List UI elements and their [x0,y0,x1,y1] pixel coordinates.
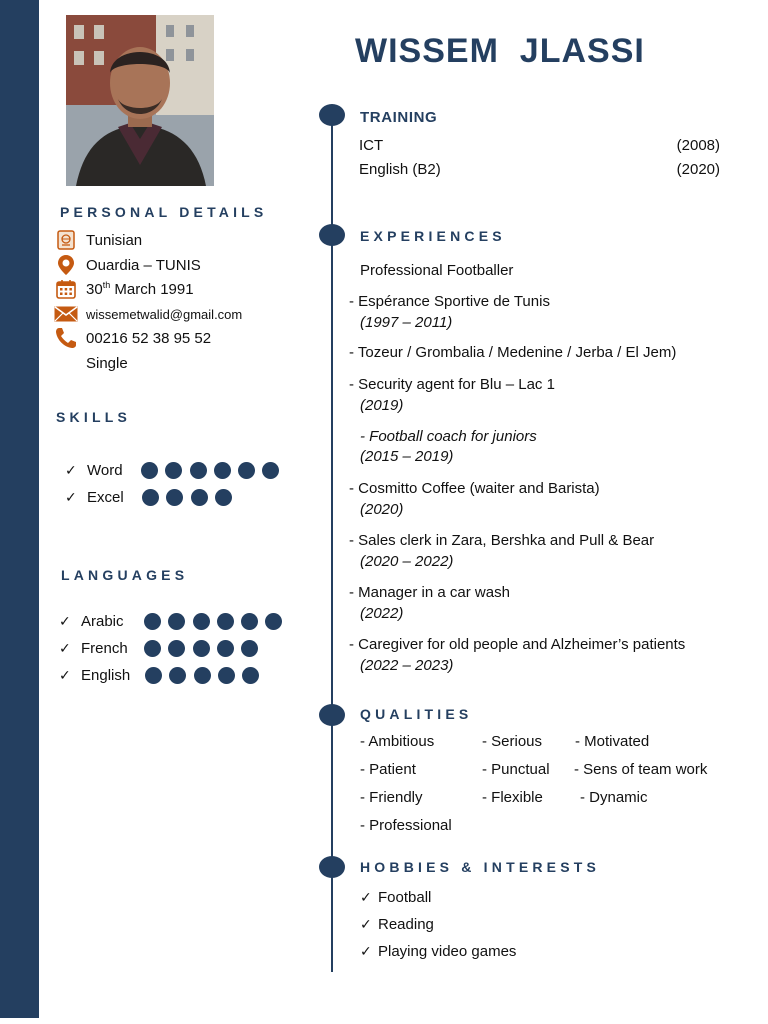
rating-dot [265,613,282,630]
rating-dot [242,667,259,684]
phone-row [54,327,211,349]
rating-dot [165,462,182,479]
experience-period: (2022 – 2023) [360,657,454,674]
rating-dot [241,613,258,630]
timeline-dot [319,704,345,726]
skill-label: Excel [87,488,124,506]
timeline-dot [319,856,345,878]
quality-item: - Friendly [360,789,423,806]
language-rating-dots [144,640,265,657]
training-title: TRAINING [360,109,438,126]
quality-item: - Patient [360,761,416,778]
rating-dot [218,667,235,684]
language-row-arabic [59,611,290,631]
experience-role: - Caregiver for old people and Alzheimer’s patients [349,636,686,653]
rating-dot [193,640,210,657]
rating-dot [190,462,207,479]
language-label: French [81,639,128,657]
email-text: wissemetwalid@gmail.com [86,306,243,322]
hobbies-title: HOBBIES & INTERESTS [360,859,601,875]
training-item-label: ICT [359,137,384,154]
training-item-year: (2020) [676,161,720,178]
language-row-french [59,638,265,658]
check-icon: ✓ [59,666,71,683]
rating-dot [144,640,161,657]
check-icon: ✓ [59,612,71,629]
marital-status-text: Single [86,354,128,372]
rating-dot [193,613,210,630]
side-band [0,0,39,1018]
timeline-dot [319,104,345,126]
check-icon: ✓ [65,461,77,478]
rating-dot [166,489,183,506]
skill-row-excel [65,487,239,507]
experience-role: - Tozeur / Grombalia / Medenine / Jerba / El Jem) [349,344,677,361]
location-pin-icon [54,254,78,276]
birthdate-text: 30th March 1991 [86,280,194,298]
quality-item: - Motivated [575,733,650,750]
rating-dot [144,613,161,630]
quality-item: - Punctual [482,761,550,778]
skills-title: SKILLS [56,409,131,425]
experience-role: - Cosmitto Coffee (waiter and Barista) [349,480,600,497]
language-rating-dots [145,667,266,684]
quality-item: - Professional [360,817,452,834]
quality-item: - Flexible [482,789,543,806]
rating-dot [262,462,279,479]
training-item-year: (2008) [676,137,720,154]
experience-role: - Security agent for Blu – Lac 1 [349,376,555,393]
languages-title: LANGUAGES [61,567,189,583]
rating-dot [142,489,159,506]
experience-role: - Manager in a car wash [349,584,510,601]
nationality-text: Tunisian [86,231,143,249]
check-icon: ✓ [360,916,372,932]
rating-dot [217,640,234,657]
quality-item: - Sens of team work [574,761,708,778]
hobby-item: ✓ Reading [360,916,434,933]
language-label: Arabic [81,612,124,630]
envelope-icon [54,303,78,325]
training-item-label: English (B2) [359,161,441,178]
language-label: English [81,666,131,684]
rating-dot [168,640,185,657]
rating-dot [191,489,208,506]
phone-icon [54,327,78,349]
calendar-icon [54,278,78,300]
rating-dot [215,489,232,506]
skill-row-word [65,460,287,480]
experience-period: (2019) [360,397,404,414]
experience-period: (2015 – 2019) [360,448,454,465]
marital-status-row [54,352,128,374]
experience-role: - Football coach for juniors [360,428,537,445]
rating-dot [194,667,211,684]
address-text: Ouardia – TUNIS [86,256,201,274]
experience-period: (2020) [360,501,404,518]
phone-text: 00216 52 38 95 52 [86,329,212,347]
experience-period: (2020 – 2022) [360,553,454,570]
skill-rating-dots [141,462,287,479]
full-name: WISSEM JLASSI [355,32,645,70]
check-icon: ✓ [59,639,71,656]
experience-role: - Espérance Sportive de Tunis [349,293,550,310]
rating-dot [217,613,234,630]
birthdate-row [54,278,194,300]
nationality-row [54,229,142,251]
rating-dot [145,667,162,684]
hobby-item: ✓ Playing video games [360,943,517,960]
experiences-title: EXPERIENCES [360,228,506,244]
rating-dot [241,640,258,657]
quality-item: - Dynamic [580,789,648,806]
rating-dot [141,462,158,479]
experience-heading: Professional Footballer [360,262,514,279]
language-row-english [59,665,266,685]
check-icon: ✓ [65,488,77,505]
quality-item: - Serious [482,733,543,750]
rating-dot [168,613,185,630]
skill-rating-dots [142,489,239,506]
passport-icon [54,229,78,251]
quality-item: - Ambitious [360,733,435,750]
experience-period: (2022) [360,605,404,622]
rating-dot [214,462,231,479]
timeline-dot [319,224,345,246]
hobby-item: ✓ Football [360,889,432,906]
experience-role: - Sales clerk in Zara, Bershka and Pull & Bear [349,532,655,549]
skill-label: Word [87,461,123,479]
language-rating-dots [144,613,290,630]
personal-details-title: PERSONAL DETAILS [60,204,268,220]
profile-photo [66,15,214,186]
check-icon: ✓ [360,943,372,959]
qualities-title: QUALITIES [360,706,473,722]
experience-period: (1997 – 2011) [360,314,453,331]
check-icon: ✓ [360,889,372,905]
address-row [54,254,201,276]
rating-dot [169,667,186,684]
email-row [54,303,242,325]
rating-dot [238,462,255,479]
